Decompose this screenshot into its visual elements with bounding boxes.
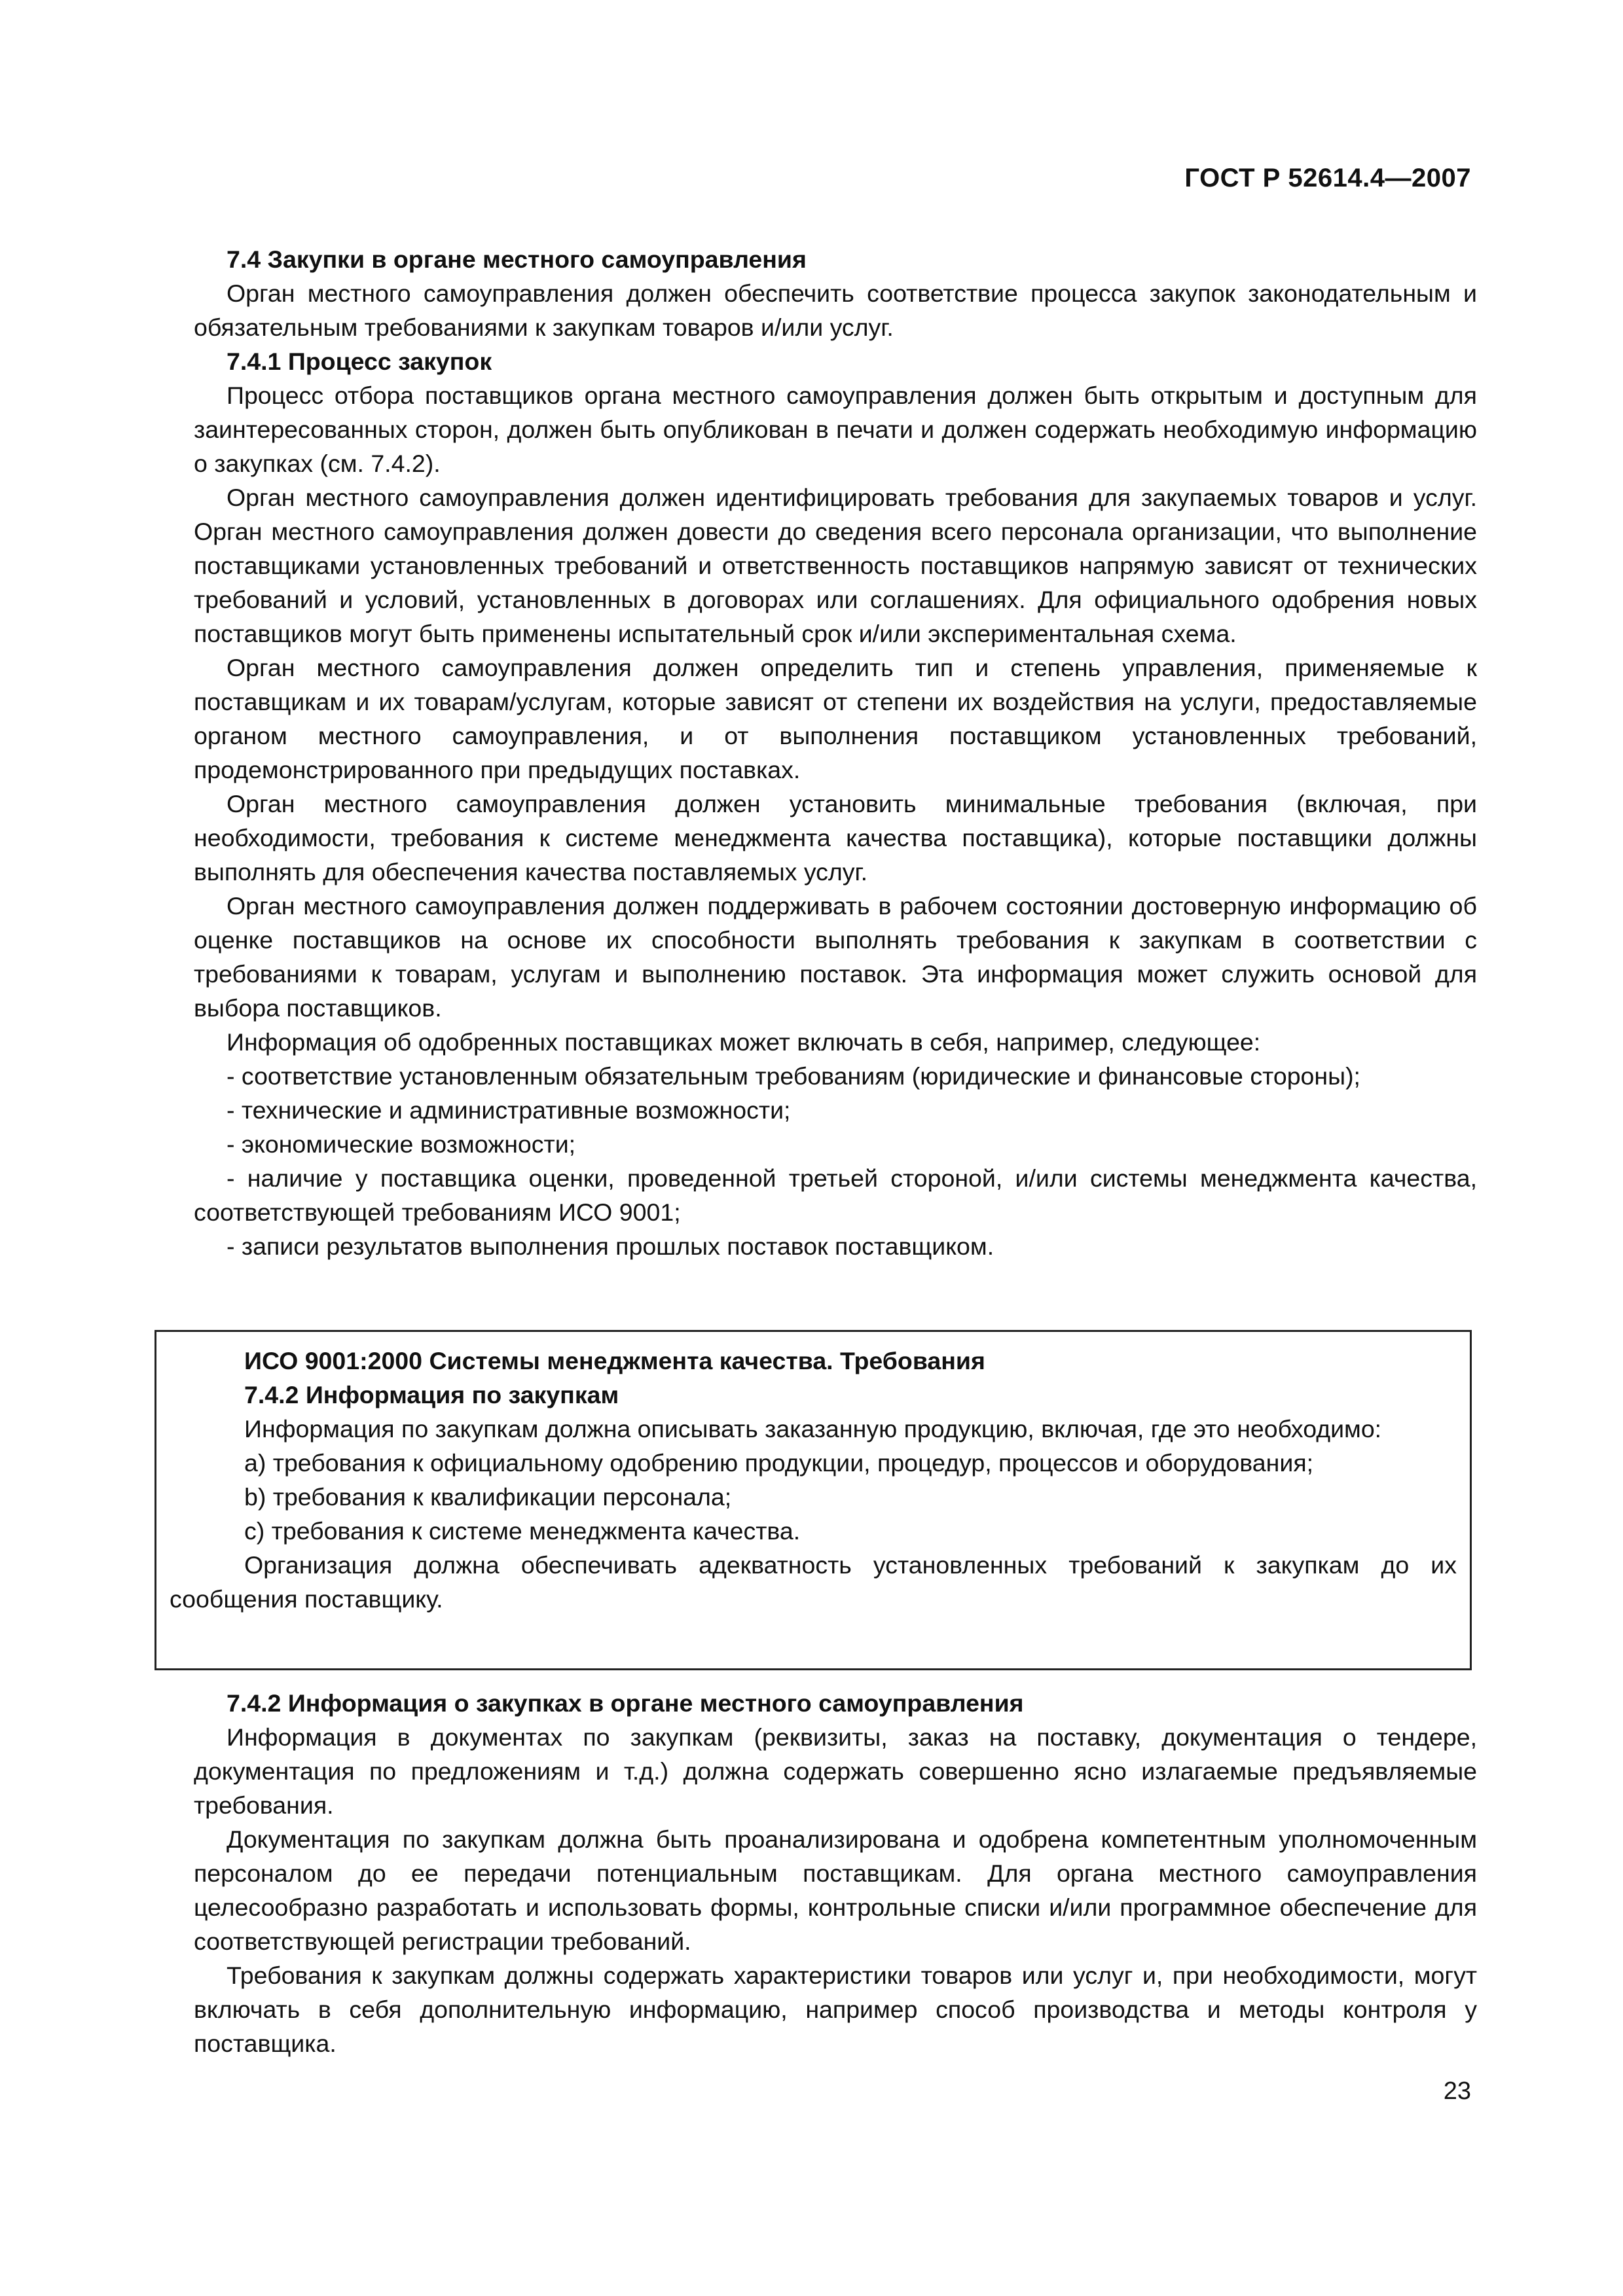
- paragraph: Процесс отбора поставщиков органа местного самоуправления должен быть открытым и доступным для заинтересованных сторон, должен быть опубликован в печати и должен содержать необходимую информацию о закупках (см. 7.4.2).: [194, 382, 1477, 477]
- page-number: 23: [1443, 2077, 1471, 2105]
- paragraph: Информация в документах по закупкам (реквизиты, заказ на поставку, документация о тендере, документация по предложениям и т.д.) должна содержать совершенно ясно излагаемые предъявляемые требования.: [194, 1723, 1477, 1819]
- list-item: - экономические возможности;: [227, 1130, 576, 1158]
- iso-box-closing: Организация должна обеспечивать адекватность установленных требований к закупкам до их сообщения поставщику.: [170, 1551, 1457, 1613]
- section-7-4-intro: Орган местного самоуправления должен обеспечить соответствие процесса закупок законодательным и обязательным требованиями к закупкам товаров и/или услуг.: [194, 279, 1477, 341]
- iso-box-subheading: 7.4.2 Информация по закупкам: [244, 1381, 619, 1408]
- iso-box-intro: Информация по закупкам должна описывать заказанную продукцию, включая, где это необходимо:: [244, 1415, 1382, 1443]
- main-text-top: [194, 242, 1477, 1263]
- section-7-4-2-heading: 7.4.2 Информация о закупках в органе местного самоуправления: [227, 1689, 1024, 1717]
- main-text-bottom: [194, 1686, 1477, 2060]
- paragraph: Документация по закупкам должна быть проанализирована и одобрена компетентным уполномоченным персоналом до ее передачи потенциальным поставщикам. Для органа местного самоуправления целесообразно разработать и использовать формы, контрольные списки и/или программное обеспечение для соответствующей регистрации требований.: [194, 1825, 1477, 1955]
- iso-box-title: ИСО 9001:2000 Системы менеджмента качества. Требования: [244, 1347, 985, 1374]
- paragraph: Орган местного самоуправления должен идентифицировать требования для закупаемых товаров и услуг. Орган местного самоуправления должен довести до сведения всего персонала организации, что выполнение поставщиками установленных требований и ответственность поставщиков напрямую зависят от технических требований и условий, установленных в договорах или соглашениях. Для официального одобрения новых поставщиков могут быть применены испытательный срок и/или экспериментальная схема.: [194, 484, 1477, 647]
- paragraph: Орган местного самоуправления должен поддерживать в рабочем состоянии достоверную информацию об оценке поставщиков на основе их способности выполнять требования к закупкам в соответствии с требованиями к товарам, услугам и выполнению поставок. Эта информация может служить основой для выбора поставщиков.: [194, 892, 1477, 1022]
- paragraph: Орган местного самоуправления должен определить тип и степень управления, применяемые к поставщикам и их товарам/услугам, которые зависят от степени их воздействия на услуги, предоставляемые органом местного самоуправления, и от выполнения поставщиком установленных требований, продемонстрированного при предыдущих поставках.: [194, 654, 1477, 783]
- list-item: - соответствие установленным обязательным требованиям (юридические и финансовые стороны);: [227, 1062, 1360, 1090]
- section-7-4-heading: 7.4 Закупки в органе местного самоуправления: [227, 245, 807, 273]
- list-item: - наличие у поставщика оценки, проведенной третьей стороной, и/или системы менеджмента качества, соответствующей требованиям ИСО 9001;: [194, 1164, 1477, 1226]
- iso-box-item: b) требования к квалификации персонала;: [244, 1483, 732, 1511]
- list-item: - технические и административные возможности;: [227, 1096, 791, 1124]
- iso-box-item: a) требования к официальному одобрению продукции, процедур, процессов и оборудования;: [244, 1449, 1314, 1477]
- list-item: - записи результатов выполнения прошлых поставок поставщиком.: [227, 1232, 994, 1260]
- paragraph: Орган местного самоуправления должен установить минимальные требования (включая, при необходимости, требования к системе менеджмента качества поставщика), которые поставщики должны выполнять для обеспечения качества поставляемых услуг.: [194, 790, 1477, 886]
- iso-box-item: c) требования к системе менеджмента качества.: [244, 1517, 801, 1545]
- document-standard-number: ГОСТ Р 52614.4—2007: [1184, 164, 1471, 192]
- section-7-4-1-heading: 7.4.1 Процесс закупок: [227, 348, 492, 375]
- iso-quote-box: [155, 1330, 1472, 1670]
- paragraph: Требования к закупкам должны содержать характеристики товаров или услуг и, при необходимости, могут включать в себя дополнительную информацию, например способ производства и методы контроля у поставщика.: [194, 1962, 1477, 2057]
- paragraph: Информация об одобренных поставщиках может включать в себя, например, следующее:: [227, 1028, 1261, 1056]
